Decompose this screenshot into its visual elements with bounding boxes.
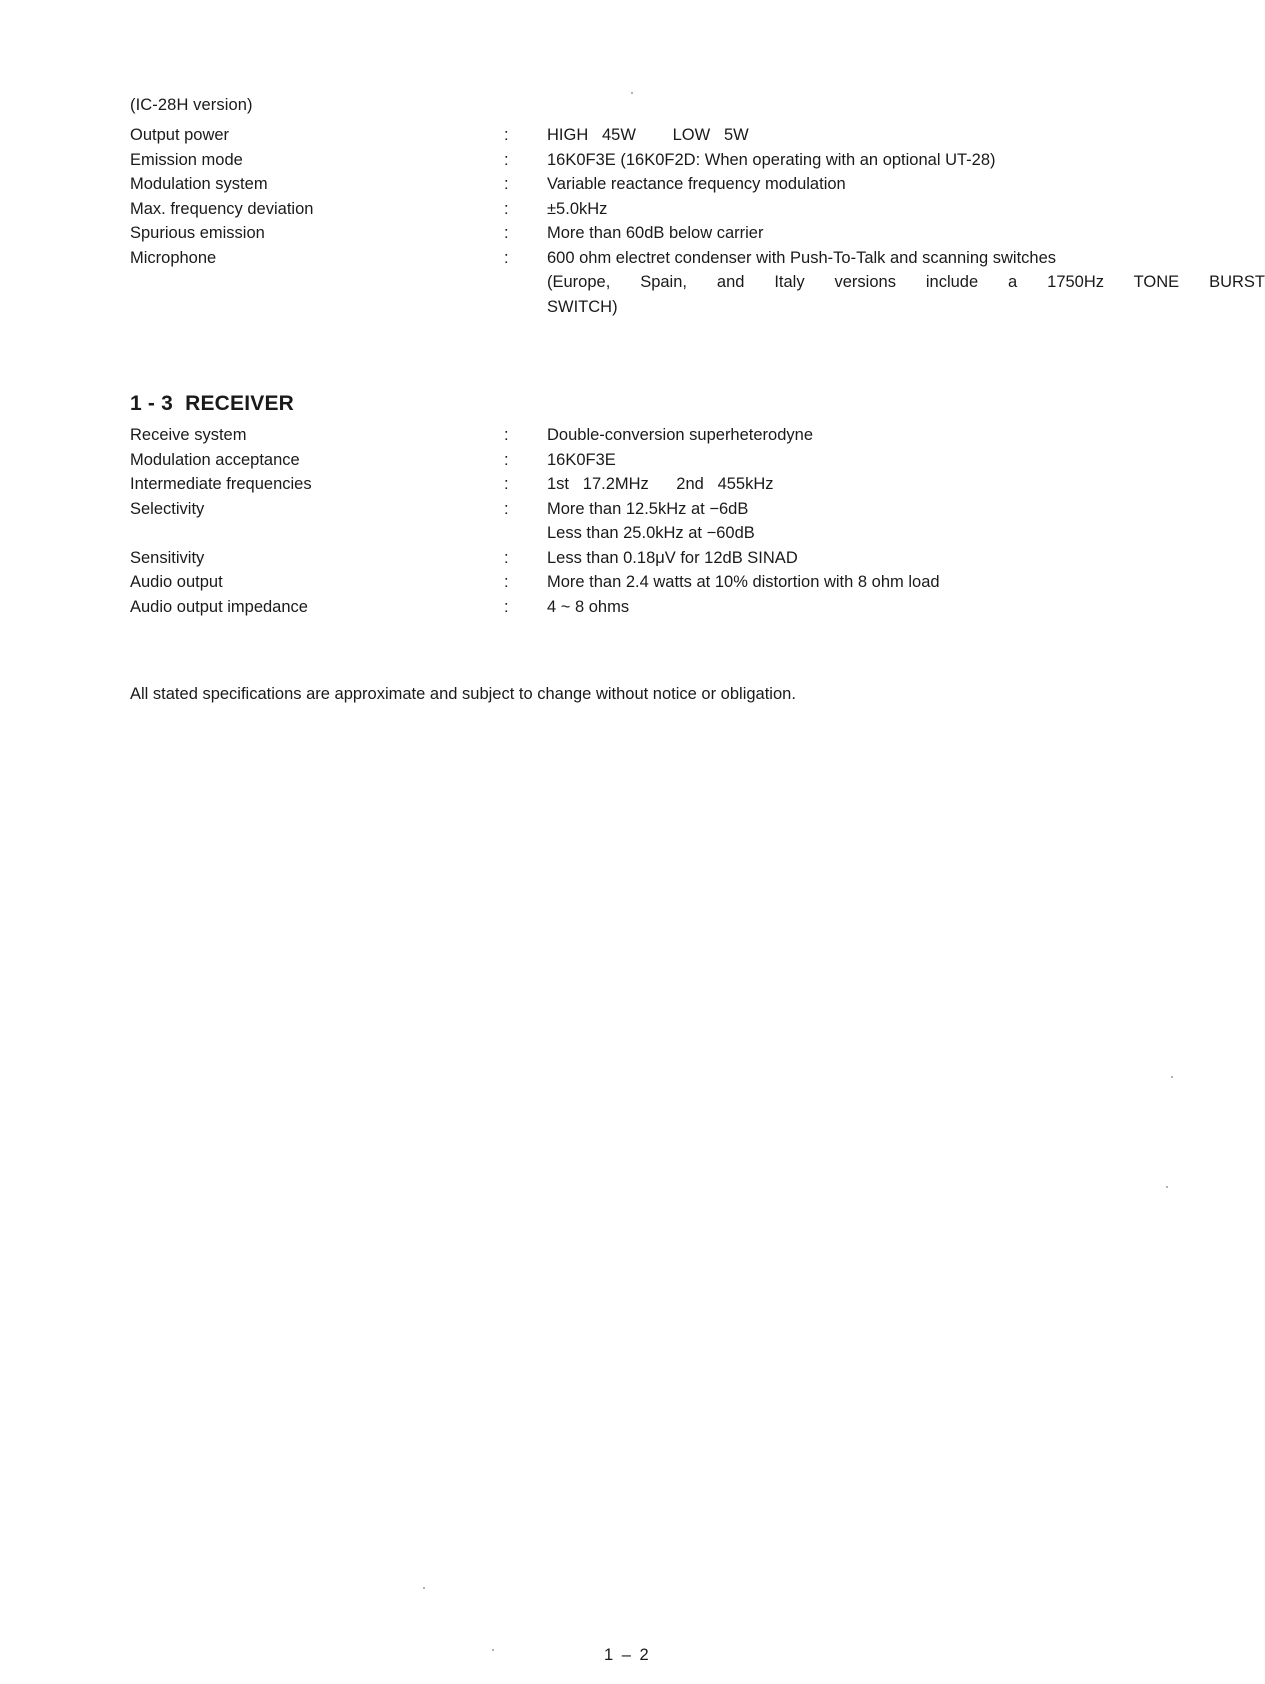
specifications-disclaimer: All stated specifications are approximate and subject to change without notice or obligation. xyxy=(130,685,796,703)
spec-row-emission-mode xyxy=(130,148,1140,173)
spec-value: Less than 25.0kHz at −60dB xyxy=(547,524,755,542)
spec-row-modulation-system xyxy=(130,172,1140,197)
spec-row-receive-system xyxy=(130,423,1140,448)
section-heading-receiver: 1 - 3 RECEIVER xyxy=(130,392,295,415)
spec-colon: : xyxy=(504,548,509,567)
spec-row-audio-output xyxy=(130,570,1140,595)
spec-colon: : xyxy=(504,150,509,169)
spec-value: More than 2.4 watts at 10% distortion with 8 ohm load xyxy=(547,573,940,591)
spec-label: Intermediate frequencies xyxy=(130,475,312,493)
spec-row-selectivity xyxy=(130,497,1140,546)
spec-colon: : xyxy=(504,126,509,144)
spec-value: SWITCH) xyxy=(547,297,618,316)
spec-value: Variable reactance frequency modulation xyxy=(547,175,846,193)
spec-label: Selectivity xyxy=(130,499,205,518)
spec-value: 600 ohm electret condenser with Push-To-Talk and scanning switches xyxy=(547,248,1057,267)
transmitter-spec-table xyxy=(130,123,1265,319)
spec-value: 1st 17.2MHz 2nd 455kHz xyxy=(547,475,774,493)
spec-label: Audio output xyxy=(130,573,223,591)
spec-row-output-power xyxy=(130,123,1140,148)
spec-value: (Europe, Spain, and Italy versions include a 1750Hz TONE BURST xyxy=(547,273,1265,291)
spec-colon: : xyxy=(504,199,509,218)
spec-label: Receive system xyxy=(130,426,247,444)
scan-speck xyxy=(1171,1076,1173,1078)
spec-colon: : xyxy=(504,499,509,518)
spec-value: 4 ~ 8 ohms xyxy=(547,597,630,616)
spec-colon: : xyxy=(504,224,509,242)
scan-speck xyxy=(492,1649,494,1651)
spec-label: Sensitivity xyxy=(130,548,205,567)
spec-value: ±5.0kHz xyxy=(547,199,608,218)
spec-value: Less than 0.18μV for 12dB SINAD xyxy=(547,548,798,567)
spec-label: Max. frequency deviation xyxy=(130,199,314,218)
spec-value: 16K0F3E (16K0F2D: When operating with an optional UT-28) xyxy=(547,150,996,169)
version-label: (IC-28H version) xyxy=(130,96,253,114)
spec-label: Spurious emission xyxy=(130,224,265,242)
receiver-spec-table xyxy=(130,423,1140,619)
spec-colon: : xyxy=(504,450,509,469)
spec-row-modulation-acceptance xyxy=(130,448,1140,473)
spec-value: More than 60dB below carrier xyxy=(547,224,764,242)
spec-label: Modulation system xyxy=(130,175,268,193)
spec-colon: : xyxy=(504,175,509,193)
spec-row-intermediate-frequencies xyxy=(130,472,1140,497)
spec-label: Audio output impedance xyxy=(130,597,308,616)
spec-colon: : xyxy=(504,475,509,493)
spec-value: More than 12.5kHz at −6dB xyxy=(547,499,749,518)
spec-colon: : xyxy=(504,597,509,616)
spec-value: Double-conversion superheterodyne xyxy=(547,426,813,444)
spec-label: Output power xyxy=(130,126,230,144)
spec-label: Microphone xyxy=(130,248,217,267)
spec-row-spurious-emission xyxy=(130,221,1140,246)
scan-speck xyxy=(1166,1186,1168,1188)
spec-row-sensitivity xyxy=(130,546,1140,571)
spec-colon: : xyxy=(504,248,509,267)
page-number: 1 – 2 xyxy=(604,1646,651,1664)
scan-speck xyxy=(423,1587,425,1589)
spec-value: HIGH 45W LOW 5W xyxy=(547,126,749,144)
spec-row-audio-output-impedance xyxy=(130,595,1140,620)
spec-value: 16K0F3E xyxy=(547,450,616,469)
scan-speck xyxy=(631,92,633,94)
spec-label: Modulation acceptance xyxy=(130,450,300,469)
spec-row-max-frequency-deviation xyxy=(130,197,1140,222)
spec-label: Emission mode xyxy=(130,150,243,169)
spec-colon: : xyxy=(504,426,509,444)
spec-row-microphone xyxy=(130,246,1265,320)
spec-colon: : xyxy=(504,573,509,591)
